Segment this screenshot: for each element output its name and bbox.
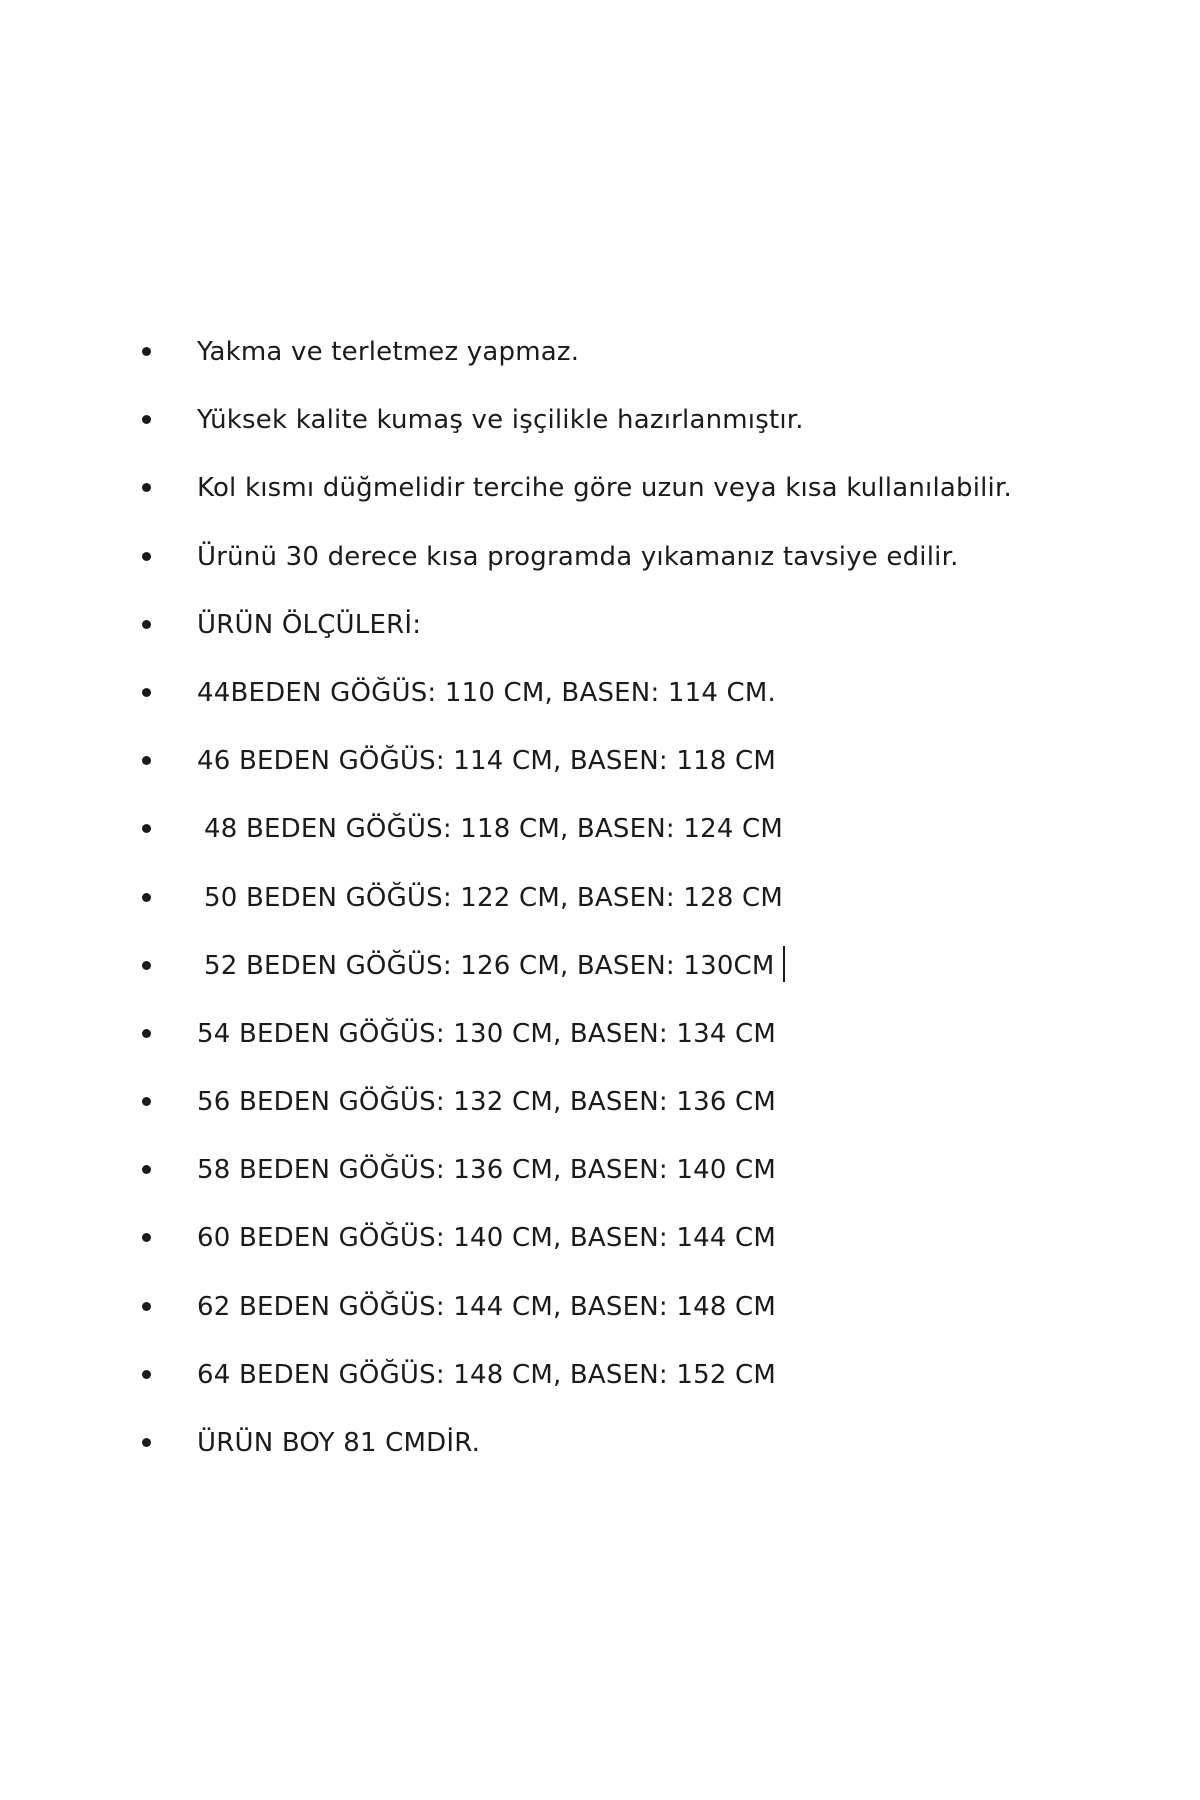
list-item-text: Ürünü 30 derece kısa programda yıkamanız tavsiye edilir. (197, 541, 959, 572)
list-item[interactable] (0, 864, 1200, 932)
list-item-text: 44BEDEN GÖĞÜS: 110 CM, BASEN: 114 CM. (197, 677, 777, 708)
bullet-icon (142, 1370, 151, 1379)
list-item[interactable] (0, 1204, 1200, 1272)
list-item[interactable] (0, 318, 1200, 386)
list-item[interactable] (0, 932, 1200, 1000)
bullet-icon (142, 961, 151, 970)
list-item[interactable] (0, 523, 1200, 591)
bullet-icon (142, 415, 151, 424)
list-item-text: ÜRÜN BOY 81 CMDİR. (197, 1428, 481, 1458)
list-item[interactable] (0, 1273, 1200, 1341)
list-item-text: Yüksek kalite kumaş ve işçilikle hazırlanmıştır. (197, 405, 804, 436)
list-item-text: 46 BEDEN GÖĞÜS: 114 CM, BASEN: 118 CM (197, 746, 777, 777)
bullet-list (0, 318, 1200, 1477)
bullet-icon (142, 552, 151, 561)
bullet-icon (142, 824, 151, 833)
list-item-text: 56 BEDEN GÖĞÜS: 132 CM, BASEN: 136 CM (197, 1087, 777, 1118)
list-item[interactable] (0, 454, 1200, 522)
text-cursor (783, 946, 785, 982)
list-item-text: 62 BEDEN GÖĞÜS: 144 CM, BASEN: 148 CM (197, 1291, 777, 1322)
list-item[interactable] (0, 795, 1200, 863)
list-item-text: Kol kısmı düğmelidir tercihe göre uzun veya kısa kullanılabilir. (197, 473, 1012, 504)
bullet-icon (142, 1165, 151, 1174)
bullet-icon (142, 347, 151, 356)
list-item[interactable] (0, 727, 1200, 795)
list-item-text: 58 BEDEN GÖĞÜS: 136 CM, BASEN: 140 CM (197, 1155, 777, 1186)
bullet-icon (142, 483, 151, 492)
bullet-icon (142, 688, 151, 697)
list-item-text: Yakma ve terletmez yapmaz. (197, 337, 580, 367)
list-item-text: 64 BEDEN GÖĞÜS: 148 CM, BASEN: 152 CM (197, 1359, 777, 1390)
list-item[interactable] (0, 1000, 1200, 1068)
bullet-icon (142, 893, 151, 902)
bullet-icon (142, 1302, 151, 1311)
bullet-icon (142, 1029, 151, 1038)
list-item-text: ÜRÜN ÖLÇÜLERİ: (197, 609, 422, 640)
bullet-icon (142, 1438, 151, 1447)
list-item-text: 60 BEDEN GÖĞÜS: 140 CM, BASEN: 144 CM (197, 1223, 777, 1254)
list-item[interactable] (0, 1409, 1200, 1477)
bullet-icon (142, 620, 151, 629)
list-item[interactable] (0, 1136, 1200, 1204)
list-item[interactable] (0, 1341, 1200, 1409)
list-item[interactable] (0, 591, 1200, 659)
list-item-text: 50 BEDEN GÖĞÜS: 122 CM, BASEN: 128 CM (204, 882, 784, 913)
bullet-icon (142, 756, 151, 765)
list-item-text: 54 BEDEN GÖĞÜS: 130 CM, BASEN: 134 CM (197, 1018, 777, 1049)
list-item[interactable] (0, 386, 1200, 454)
list-item[interactable] (0, 659, 1200, 727)
bullet-icon (142, 1097, 151, 1106)
bullet-icon (142, 1233, 151, 1242)
list-item-text: 48 BEDEN GÖĞÜS: 118 CM, BASEN: 124 CM (204, 814, 784, 845)
list-item-text-with-cursor (204, 932, 785, 1000)
list-item[interactable] (0, 1068, 1200, 1136)
list-item-text: 52 BEDEN GÖĞÜS: 126 CM, BASEN: 130CM (204, 950, 775, 981)
